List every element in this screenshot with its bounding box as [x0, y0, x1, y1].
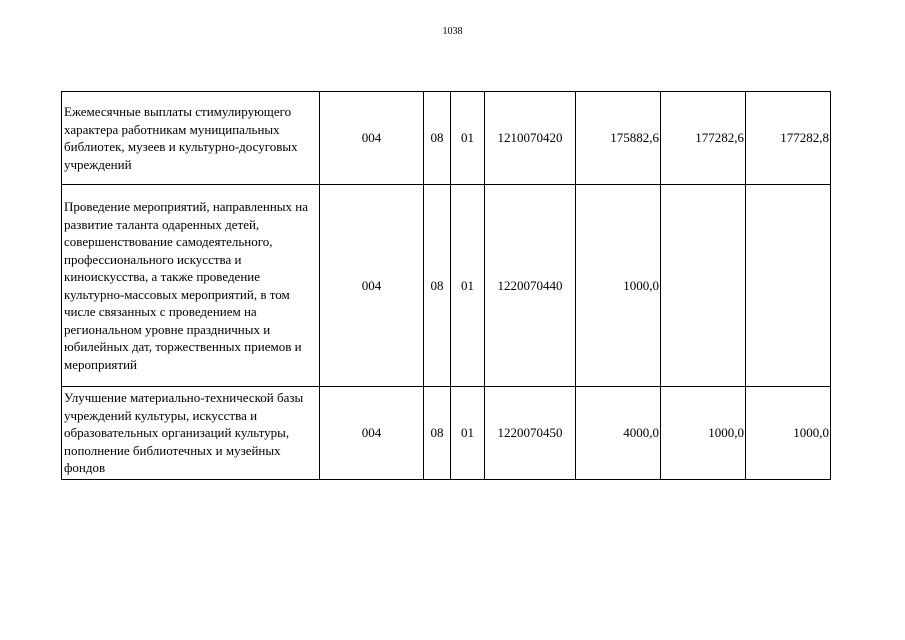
ministry-code: 004: [320, 387, 424, 480]
ministry-code: 004: [320, 92, 424, 185]
section-code: 08: [424, 185, 451, 387]
row-description: Улучшение материально-технической базы учреждений культуры, искусства и образовательных организаций культуры, пополнение библиотечных и музейных фондов: [62, 387, 320, 480]
subsection-code: 01: [451, 387, 485, 480]
amount-3: [746, 185, 831, 387]
amount-3: 177282,8: [746, 92, 831, 185]
amount-1: 1000,0: [576, 185, 661, 387]
ministry-code: 004: [320, 185, 424, 387]
amount-2: 1000,0: [661, 387, 746, 480]
section-code: 08: [424, 92, 451, 185]
amount-2: [661, 185, 746, 387]
row-description: Ежемесячные выплаты стимулирующего характера работникам муниципальных библиотек, музеев и культурно-досуговых учреждений: [62, 92, 320, 185]
row-description: Проведение мероприятий, направленных на развитие таланта одаренных детей, совершенствование самодеятельного, профессионального искусства и киноискусства, а также проведение культурно-массовых мероприятий, в том числе связанных с проведением на региональном уровне праздничных и юбилейных дат, торжественных приемов и мероприятий: [62, 185, 320, 387]
page-number: 1038: [442, 26, 463, 37]
target-code: 1210070420: [485, 92, 576, 185]
budget-table: [61, 91, 831, 480]
table-row: [62, 92, 831, 185]
subsection-code: 01: [451, 185, 485, 387]
table-row: [62, 185, 831, 387]
amount-2: 177282,6: [661, 92, 746, 185]
target-code: 1220070440: [485, 185, 576, 387]
amount-1: 4000,0: [576, 387, 661, 480]
amount-3: 1000,0: [746, 387, 831, 480]
section-code: 08: [424, 387, 451, 480]
amount-1: 175882,6: [576, 92, 661, 185]
target-code: 1220070450: [485, 387, 576, 480]
subsection-code: 01: [451, 92, 485, 185]
table-row: [62, 387, 831, 480]
